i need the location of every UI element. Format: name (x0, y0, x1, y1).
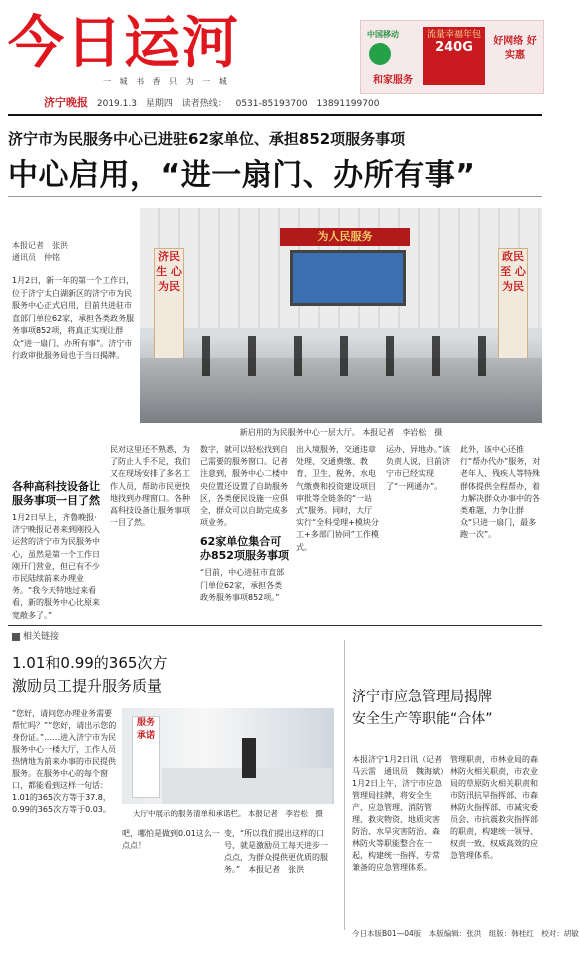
story2-photo (122, 708, 334, 804)
photo-service-banner: 服务承诺 (132, 716, 160, 798)
masthead-divider (8, 114, 542, 116)
page-footer: 今日本版B01—04版 本版编辑：张洪 组版：韩桂红 校对：胡敏 (352, 929, 579, 938)
carrier-logo-icon (369, 43, 391, 65)
byline-correspondent: 通讯员 仲铭 (12, 253, 60, 262)
story1-column-2: 民对这里还不熟悉，为了防止人手不足，我们又在现场安排了多名工作人员，帮助市民更快地找到办理窗口。各种高科技设备让服务事项一目了然。 (110, 445, 190, 528)
photo-banner-right: 政民至 心为民 (498, 248, 528, 360)
hotline-phone-2: 13891199700 (316, 99, 380, 109)
story3-column-2: 管理职责，市林业局的森林防火相关职责，市农业局的草原防火相关职责和市防汛抗旱指挥部、市森林防火指挥部、市减灾委员会、市抗震救灾指挥部的职责，构建统一领导、权责一致、权威高效的应急管理体系。 (450, 755, 538, 860)
story1-headline: 中心启用，“进一扇门、办所有事” (8, 158, 476, 193)
story1-photo-caption: 新启用的为民服务中心一层大厅。 本报记者 李岩松 摄 (239, 428, 443, 437)
related-links-label (12, 629, 59, 642)
issue-info-bar (44, 94, 380, 110)
hotline-label: 读者热线： (181, 99, 227, 109)
related-links-icon (12, 633, 20, 641)
story2-column-2: 吧，哪怕是做到0.01这么一点点！ (122, 829, 220, 850)
story3-title-line1: 济宁市应急管理局揭牌 (352, 689, 492, 705)
story1-kicker: 济宁市为民服务中心已进驻62家单位、承担852项服务事项 (8, 130, 406, 148)
story3-title-line2: 安全生产等职能“合体” (352, 711, 493, 727)
advertisement[interactable] (360, 20, 544, 94)
story2-title-line1: 1.01和0.99的365次方 (12, 654, 168, 672)
related-links-text: 相关链接 (23, 632, 60, 642)
photo-people (180, 336, 510, 376)
column-divider (344, 640, 345, 930)
story2-title-line2: 激励员工提升服务质量 (12, 677, 163, 695)
story1-column-3 (200, 444, 290, 616)
photo-hall-sign: 为人民服务 (280, 228, 410, 246)
headline-divider (8, 196, 542, 197)
photo-banner-left: 济民生 心为民 (154, 248, 184, 360)
story1-column-3-text: 数字，就可以轻松找到自己需要的服务窗口。记者注意到，服务中心二楼中央位置还设置了自助服务区，各类便民设施一应俱全，群众可以自助完成多项业务。 (200, 445, 288, 528)
ad-offer-box (423, 27, 485, 85)
story1-column-5: 运办、异地办。”该负责人说，目前济宁市已经实现了“一网通办”。 (386, 445, 451, 491)
story1-subhead-2: 62家单位集合可办852项服务事项 (200, 535, 289, 563)
masthead-title: 今日运河 (8, 11, 240, 76)
masthead (8, 11, 278, 86)
masthead-slogan: 一 城 书 香 只 为 一 城 (103, 77, 230, 86)
photo-screen (290, 250, 406, 306)
hotline-phone-1: 0531-85193700 (235, 99, 308, 109)
story1-subhead-1: 各种高科技设备让服务事项一目了然 (12, 480, 100, 507)
story2-photo-caption: 大厅中展示的服务清单和承诺栏。 本报记者 李岩松 摄 (133, 809, 323, 818)
section-divider (8, 625, 542, 626)
story3-column-1: 本报济宁1月2日讯（记者 马云雷 通讯员 魏海斌）1月2日上午，济宁市应急管理局挂牌，将安全生产、应急管理、消防管理、救灾物资、地质灾害防治、水旱灾害防治、森林防火等职能整合在一起，构建统一指挥、专常兼备的应急管理体系。 (352, 755, 451, 872)
story1-photo (140, 208, 542, 423)
issue-weekday: 星期四 (145, 99, 173, 109)
story1-column-4: 出入境服务，交通违章处理、交通费缴、教育、卫生、税务、水电气缴费和投资建设项目审批等全链条的“一站式”服务。同时，大厅实行“全科受理+模块分工+多部门协同”工作模式。 (296, 445, 379, 552)
ad-offer-amount: 240G (435, 40, 473, 55)
story2-column-3: 变，“所以我们提出这样的口号，就是激励员工每天进步一点点，为群众提供更优质的服务。” 本报记者 张洪 (224, 829, 328, 874)
photo-person (242, 738, 256, 778)
ad-brand: 和家服务 (373, 75, 413, 86)
story1-lead: 1月2日，新一年的第一个工作日，位于济宁太白湖新区的济宁市为民服务中心正式启用，目前共进驻市直部门单位62家，承担各类政务服务事项852项，将真正实现让群众“进一扇门、办所有事”。济宁市行政审批服务局也于当日揭牌。 (12, 276, 135, 360)
issue-date: 2019.1.3 (96, 99, 137, 109)
story1-byline (12, 240, 132, 264)
ad-carrier-name: 中国移动 (367, 30, 399, 39)
ad-offer-line1: 流量幸福年包 (426, 30, 481, 40)
story1-column-1-text: 1月2日早上，齐鲁晚报·济宁晚报记者来到刚投入运营的济宁市为民服务中心，虽然是第一个工作日刚开门营业，但已有不少市民陆续前来办理业务。“我今天特地过来看看，新的服务中心比原来宽敞多了。” (12, 513, 100, 620)
byline-reporter: 本报记者 张洪 (12, 241, 68, 250)
story1-column-6: 此外，该中心还推行“帮办代办”服务，对老年人、残疾人等特殊群体提供全程帮办，着力解决群众办事中的各类难题，力争让群众“只进一扇门，最多跑一次”。 (460, 445, 541, 540)
story1-column-3b-text: “目前，中心进驻市直部门单位62家，承担各类政务服务事项852项。” (200, 568, 285, 602)
paper-brand: 济宁晚报 (44, 96, 88, 109)
story1-column-1 (12, 444, 104, 620)
ad-slogan: 好网络 好实惠 (493, 36, 537, 61)
story2-column-1: “您好，请问您办理业务需要帮忙吗？”“您好，请出示您的身份证。”……进入济宁市为民服务中心一楼大厅，工作人员热情地为前来办事的市民提供服务。在服务中心的每个窗口，都能看到这样一句话：1.01的365次方等于37.8，0.99的365次方等于0.03。 (12, 709, 117, 814)
